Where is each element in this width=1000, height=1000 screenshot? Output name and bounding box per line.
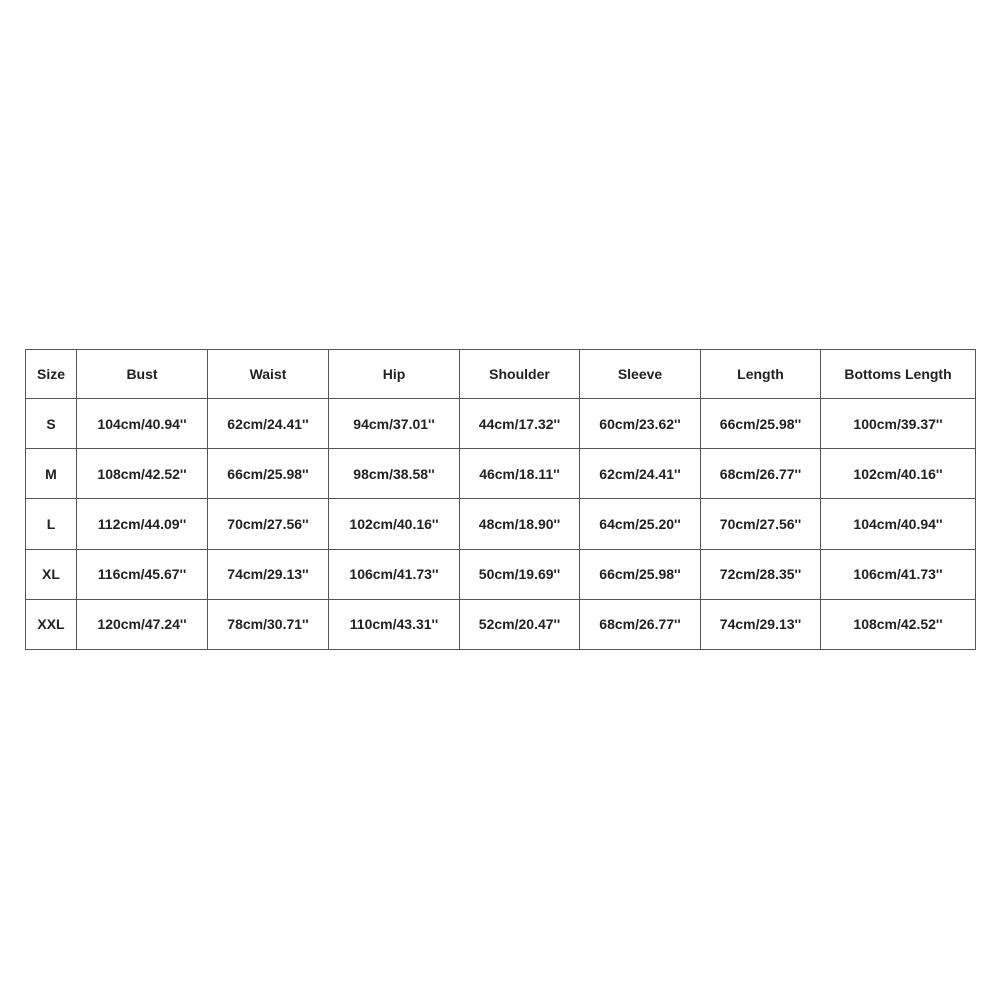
shoulder-cell: 44cm/17.32'' (460, 399, 580, 449)
header-sleeve: Sleeve (580, 350, 701, 399)
size-cell: XXL (26, 599, 77, 649)
table-row (26, 499, 976, 549)
header-size: Size (26, 350, 77, 399)
header-hip: Hip (329, 350, 460, 399)
shoulder-cell: 52cm/20.47'' (460, 599, 580, 649)
table-row (26, 399, 976, 449)
hip-cell: 106cm/41.73'' (329, 549, 460, 599)
header-waist: Waist (208, 350, 329, 399)
shoulder-cell: 50cm/19.69'' (460, 549, 580, 599)
size-cell: XL (26, 549, 77, 599)
sleeve-cell: 64cm/25.20'' (580, 499, 701, 549)
length-cell: 66cm/25.98'' (701, 399, 821, 449)
bottoms-length-cell: 100cm/39.37'' (821, 399, 976, 449)
table-row (26, 449, 976, 499)
table-row (26, 549, 976, 599)
bust-cell: 120cm/47.24'' (77, 599, 208, 649)
sleeve-cell: 62cm/24.41'' (580, 449, 701, 499)
sleeve-cell: 68cm/26.77'' (580, 599, 701, 649)
bust-cell: 116cm/45.67'' (77, 549, 208, 599)
size-cell: S (26, 399, 77, 449)
size-chart-table (25, 349, 976, 650)
bottoms-length-cell: 108cm/42.52'' (821, 599, 976, 649)
header-bust: Bust (77, 350, 208, 399)
table-row (26, 599, 976, 649)
hip-cell: 98cm/38.58'' (329, 449, 460, 499)
shoulder-cell: 48cm/18.90'' (460, 499, 580, 549)
header-bottoms-length: Bottoms Length (821, 350, 976, 399)
hip-cell: 102cm/40.16'' (329, 499, 460, 549)
waist-cell: 78cm/30.71'' (208, 599, 329, 649)
bust-cell: 112cm/44.09'' (77, 499, 208, 549)
waist-cell: 74cm/29.13'' (208, 549, 329, 599)
bust-cell: 104cm/40.94'' (77, 399, 208, 449)
bottoms-length-cell: 104cm/40.94'' (821, 499, 976, 549)
length-cell: 74cm/29.13'' (701, 599, 821, 649)
bottoms-length-cell: 106cm/41.73'' (821, 549, 976, 599)
length-cell: 70cm/27.56'' (701, 499, 821, 549)
waist-cell: 62cm/24.41'' (208, 399, 329, 449)
header-shoulder: Shoulder (460, 350, 580, 399)
hip-cell: 94cm/37.01'' (329, 399, 460, 449)
length-cell: 72cm/28.35'' (701, 549, 821, 599)
sleeve-cell: 66cm/25.98'' (580, 549, 701, 599)
shoulder-cell: 46cm/18.11'' (460, 449, 580, 499)
hip-cell: 110cm/43.31'' (329, 599, 460, 649)
size-cell: M (26, 449, 77, 499)
header-length: Length (701, 350, 821, 399)
waist-cell: 66cm/25.98'' (208, 449, 329, 499)
size-cell: L (26, 499, 77, 549)
bust-cell: 108cm/42.52'' (77, 449, 208, 499)
bottoms-length-cell: 102cm/40.16'' (821, 449, 976, 499)
header-row (26, 350, 976, 399)
sleeve-cell: 60cm/23.62'' (580, 399, 701, 449)
waist-cell: 70cm/27.56'' (208, 499, 329, 549)
length-cell: 68cm/26.77'' (701, 449, 821, 499)
